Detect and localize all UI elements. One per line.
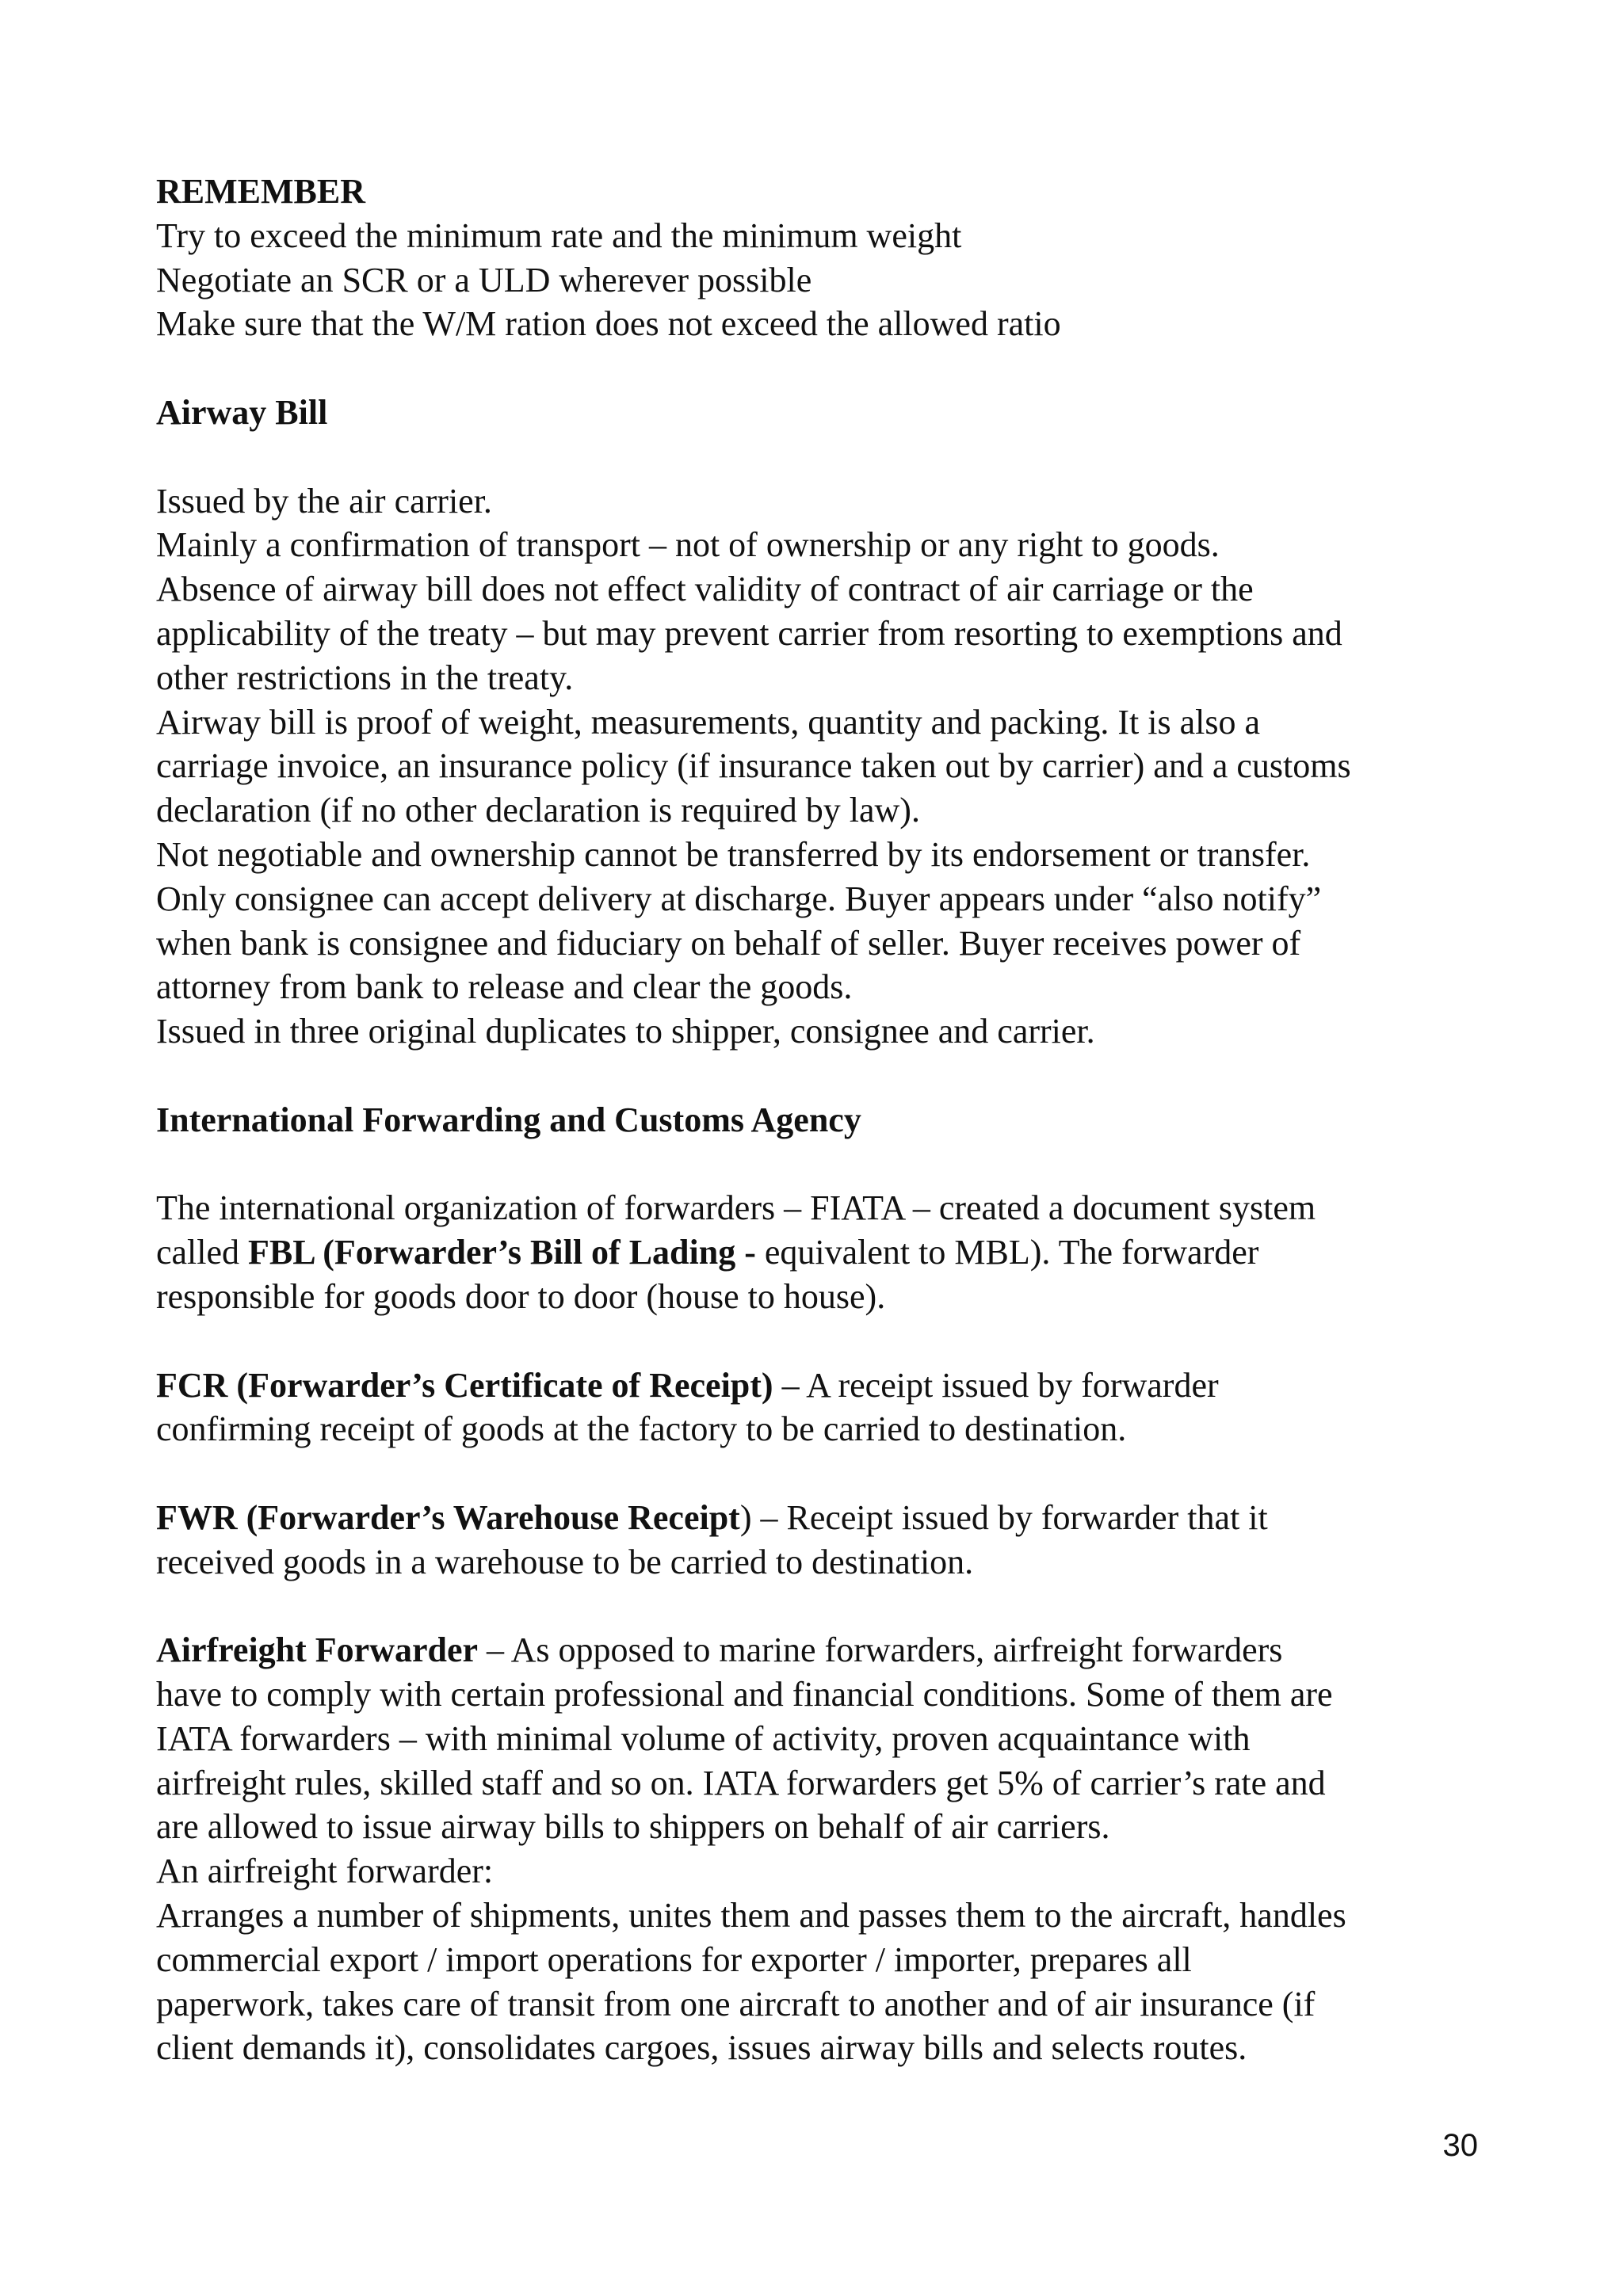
fcr-paragraph: FCR (Forwarder’s Certificate of Receipt) – A receipt issued by forwarder [156, 1365, 1219, 1405]
airway-bill-line: Absence of airway bill does not effect validity of contract of air carriage or the [156, 570, 1254, 609]
airway-bill-line: declaration (if no other declaration is required by law). [156, 791, 920, 830]
airfreight-forwarder-paragraph: Airfreight Forwarder – As opposed to marine forwarders, airfreight forwarders [156, 1630, 1283, 1670]
fwr-paragraph-line: received goods in a warehouse to be carried to destination. [156, 1542, 974, 1581]
airway-bill-line: Issued by the air carrier. [156, 481, 492, 521]
airfreight-line: An airfreight forwarder: [156, 1852, 494, 1891]
remember-heading: REMEMBER [156, 172, 365, 211]
remember-line: Make sure that the W/M ration does not exceed the allowed ratio [156, 304, 1061, 344]
remember-line: Try to exceed the minimum rate and the minimum weight [156, 215, 962, 255]
fcr-paragraph-line: confirming receipt of goods at the factory to be carried to destination. [156, 1409, 1127, 1449]
airway-bill-line: Mainly a confirmation of transport – not of ownership or any right to goods. [156, 525, 1220, 565]
airfreight-line: have to comply with certain professional and financial conditions. Some of them are [156, 1675, 1333, 1714]
airway-bill-line: Only consignee can accept delivery at discharge. Buyer appears under “also notify” [156, 879, 1322, 918]
airfreight-line: IATA forwarders – with minimal volume of activity, proven acquaintance with [156, 1718, 1251, 1758]
airway-bill-line: applicability of the treaty – but may prevent carrier from resorting to exemptions and [156, 613, 1342, 653]
airfreight-line: paperwork, takes care of transit from one aircraft to another and of air insurance (if [156, 1984, 1316, 2023]
fcr-term: FCR (Forwarder’s Certificate of Receipt) [156, 1365, 773, 1405]
airfreight-line: airfreight rules, skilled staff and so on. IATA forwarders get 5% of carrier’s rate and [156, 1763, 1326, 1802]
airfreight-line: client demands it), consolidates cargoes, issues airway bills and selects routes. [156, 2028, 1247, 2068]
airway-bill-line: carriage invoice, an insurance policy (if insurance taken out by carrier) and a customs [156, 746, 1351, 786]
fbl-term: FBL (Forwarder’s Bill of Lading - [248, 1233, 756, 1272]
fiata-line: called FBL (Forwarder’s Bill of Lading - equivalent to MBL). The forwarder [156, 1233, 1259, 1272]
document-page [156, 170, 1495, 2070]
airway-bill-line: other restrictions in the treaty. [156, 658, 574, 697]
fiata-line: responsible for goods door to door (house to house). [156, 1276, 886, 1316]
airfreight-line: commercial export / import operations for exporter / importer, prepares all [156, 1939, 1192, 1979]
fwr-term: FWR (Forwarder’s Warehouse Receipt [156, 1497, 740, 1537]
airfreight-forwarder-term: Airfreight Forwarder [156, 1630, 479, 1670]
airway-bill-line: when bank is consignee and fiduciary on behalf of seller. Buyer receives power of [156, 923, 1301, 963]
fwr-paragraph: FWR (Forwarder’s Warehouse Receipt) – Receipt issued by forwarder that it [156, 1497, 1268, 1537]
remember-line: Negotiate an SCR or a ULD wherever possible [156, 260, 812, 299]
airfreight-line: Arranges a number of shipments, unites them and passes them to the aircraft, handles [156, 1896, 1346, 1936]
airway-bill-line: Not negotiable and ownership cannot be transferred by its endorsement or transfer. [156, 834, 1311, 874]
page-number: 30 [1442, 2128, 1478, 2163]
airway-bill-heading: Airway Bill [156, 392, 328, 432]
airway-bill-line: Airway bill is proof of weight, measurements, quantity and packing. It is also a [156, 702, 1261, 742]
airfreight-line: are allowed to issue airway bills to shippers on behalf of air carriers. [156, 1807, 1110, 1847]
airway-bill-line: Issued in three original duplicates to shipper, consignee and carrier. [156, 1012, 1095, 1051]
airway-bill-line: attorney from bank to release and clear the goods. [156, 967, 853, 1007]
fiata-line: The international organization of forwarders – FIATA – created a document system [156, 1188, 1316, 1228]
forwarding-heading: International Forwarding and Customs Agency [156, 1100, 861, 1139]
